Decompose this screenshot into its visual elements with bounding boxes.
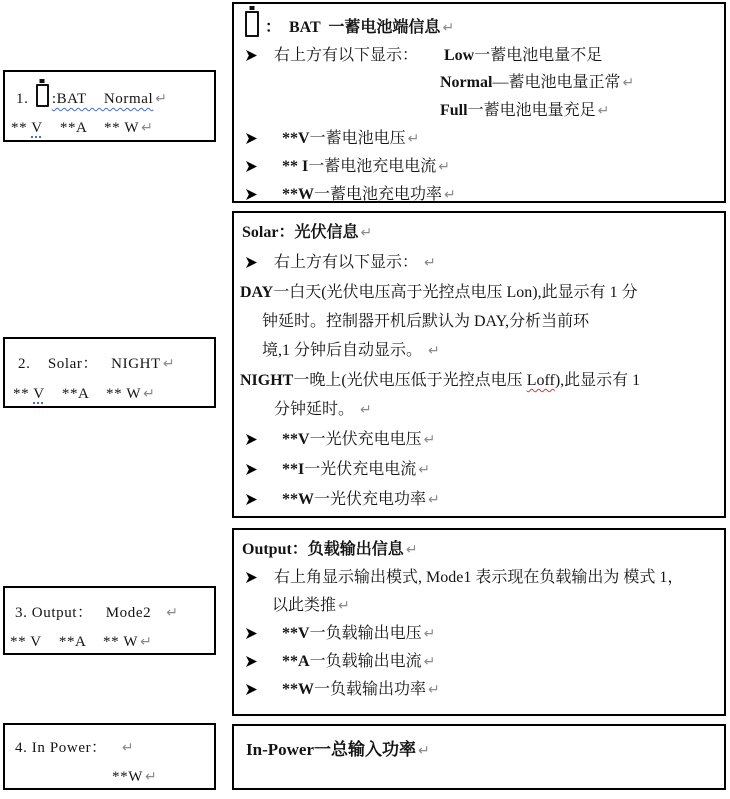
output-info-box: [232, 528, 726, 716]
normal-word: Normal: [440, 74, 493, 91]
inpower-info-line: [246, 735, 724, 760]
screen-values-v: V: [31, 120, 43, 136]
screen-values: **: [13, 386, 34, 402]
lcd-screen-4-inpower: [3, 723, 216, 790]
arrow-bullet-icon: [246, 50, 257, 61]
night-desc-cont: 分钟延时。: [274, 401, 359, 418]
solar-day-cont1: [234, 307, 724, 336]
output-status-text: 3. Output： Mode2: [15, 605, 165, 621]
w-word: **W: [282, 186, 314, 203]
solar-bullet-power: [234, 485, 724, 515]
output-screen-line2: [10, 628, 214, 657]
low-desc: 一蓄电池电量不足: [474, 47, 603, 64]
i-desc: 一蓄电池充电电流: [308, 158, 437, 175]
paragraph-mark: ↵: [360, 225, 373, 241]
night-desc-post: ),此显示有 1: [554, 372, 641, 389]
solar-status-text: 2. Solar： NIGHT: [18, 356, 161, 372]
arrow-bullet-icon: [246, 494, 257, 505]
normal-desc: —蓄电池电量正常: [492, 74, 621, 91]
paragraph-mark: ↵: [338, 598, 350, 614]
a-desc: 一负载输出电流: [309, 653, 422, 670]
inpower-screen-line2: [112, 763, 214, 792]
solar-day-line: [234, 278, 724, 307]
paragraph-mark: ↵: [428, 492, 440, 508]
mode-desc: 右上角显示输出模式, Mode1 表示现在负载输出为 模式 1，: [274, 569, 684, 586]
v-word: **V: [282, 625, 310, 642]
paragraph-mark: ↵: [597, 103, 610, 119]
paragraph-mark: ↵: [407, 131, 420, 147]
paragraph-mark: ↵: [155, 91, 168, 107]
solar-bullet-current: [234, 455, 724, 485]
output-title-text: Output：负载输出信息: [242, 541, 404, 558]
v-desc: 一光伏充电电压: [309, 431, 422, 448]
i-desc: 一光伏充电电流: [304, 461, 417, 478]
paragraph-mark: ↵: [423, 626, 436, 642]
arrow-bullet-icon: [246, 656, 257, 667]
bat-screen-line2: [11, 114, 214, 143]
screen-values: **W: [112, 769, 143, 785]
inpower-screen-line1: [15, 734, 214, 763]
solar-screen-line1: [18, 349, 214, 379]
v-word: **V: [282, 431, 310, 448]
paragraph-mark: ↵: [141, 120, 154, 136]
lcd-screen-1-bat: [3, 70, 216, 142]
day-desc: 一白天(光伏电压高于光控点电压 Lon),此显示有 1 分: [273, 284, 638, 301]
paragraph-mark: ↵: [423, 654, 436, 670]
output-info-title: [234, 536, 724, 564]
bat-full-line: [234, 97, 724, 125]
solar-info-title: [234, 218, 724, 248]
paragraph-mark: ↵: [121, 740, 135, 756]
arrow-bullet-icon: [246, 257, 257, 268]
mode-desc-cont: 以此类推: [272, 597, 337, 614]
screen-values: **: [11, 120, 32, 136]
solar-info-box: [232, 211, 726, 518]
loff-word: Loff: [526, 372, 555, 389]
arrow-bullet-icon: [246, 464, 257, 475]
bat-bullet-power: [234, 181, 724, 209]
paragraph-mark: ↵: [143, 386, 156, 402]
paragraph-mark: ↵: [428, 343, 440, 359]
inpower-label: 4. In Power：: [15, 740, 120, 756]
solar-bullet-text: 右上方有以下显示：: [274, 254, 423, 271]
output-bullet-current: [234, 648, 724, 676]
night-desc: 一晚上(光伏电压低于光控点电压: [293, 372, 527, 389]
screen-values-v: V: [33, 386, 45, 402]
paragraph-mark: ↵: [417, 743, 430, 759]
full-desc: 一蓄电池电量充足: [467, 102, 596, 119]
bat-bullet-display: [234, 42, 724, 69]
output-screen-line1: [15, 599, 214, 628]
screen-values-rest: **A ** W: [42, 120, 140, 136]
i-word: ** I: [282, 158, 309, 175]
solar-bullet-voltage: [234, 425, 724, 455]
full-word: Full: [440, 102, 468, 119]
paragraph-mark: ↵: [405, 542, 418, 558]
w-desc: 一负载输出功率: [314, 681, 427, 698]
output-bullet-voltage: [234, 620, 724, 648]
v-word: **V: [282, 130, 310, 147]
paragraph-mark: ↵: [423, 432, 436, 448]
low-word: Low: [444, 47, 475, 64]
w-word: **W: [282, 491, 314, 508]
paragraph-mark: ↵: [360, 402, 372, 418]
arrow-bullet-icon: [246, 434, 257, 445]
arrow-bullet-icon: [246, 572, 257, 583]
screen-values: ** V **A ** W: [10, 634, 139, 650]
w-word: **W: [282, 681, 314, 698]
day-word: DAY: [240, 284, 274, 301]
arrow-bullet-icon: [246, 189, 257, 200]
solar-title-text: Solar：光伏信息: [242, 224, 359, 241]
arrow-bullet-icon: [246, 684, 257, 695]
paragraph-mark: ↵: [442, 20, 455, 36]
paragraph-mark: ↵: [424, 255, 436, 271]
v-desc: 一蓄电池电压: [309, 130, 406, 147]
night-word: NIGHT: [240, 372, 294, 389]
v-desc: 一负载输出电压: [309, 625, 422, 642]
bat-status-text: :BAT Normal: [51, 91, 154, 107]
inpower-text: In-Power一总输入功率: [246, 740, 416, 759]
arrow-bullet-icon: [246, 628, 257, 639]
bat-normal-line: [234, 69, 724, 97]
paragraph-mark: ↵: [418, 462, 430, 478]
bat-bullet-voltage: [234, 125, 724, 153]
output-bullet-power: [234, 676, 724, 704]
output-bullet-mode-cont: [234, 592, 724, 620]
bat-title-text: ： BAT 一蓄电池端信息: [265, 19, 441, 36]
paragraph-mark: ↵: [144, 769, 158, 785]
bat-info-box: [232, 2, 726, 203]
lcd-screen-2-solar: [3, 337, 216, 408]
screen-values-rest: **A ** W: [44, 386, 142, 402]
day-desc-cont: 钟延时。控制器开机后默认为 DAY,分析当前环: [262, 313, 590, 330]
a-word: **A: [282, 653, 310, 670]
paragraph-mark: ↵: [140, 634, 153, 650]
inpower-info-box: [232, 724, 726, 790]
w-desc: 一蓄电池充电功率: [314, 186, 443, 203]
bat-bullet-text: 右上方有以下显示：: [274, 47, 419, 64]
paragraph-mark: ↵: [162, 356, 176, 372]
paragraph-mark: ↵: [166, 605, 179, 621]
battery-icon: [36, 84, 49, 107]
paragraph-mark: ↵: [444, 187, 456, 203]
arrow-bullet-icon: [246, 133, 257, 144]
solar-day-cont2: [234, 336, 724, 366]
paragraph-mark: ↵: [428, 682, 440, 698]
i-word: **I: [282, 461, 305, 478]
lcd-screen-3-output: [3, 586, 216, 655]
w-desc: 一光伏充电功率: [314, 491, 427, 508]
solar-night-line: [234, 366, 724, 395]
bat-screen-line1: [16, 84, 214, 114]
solar-night-cont: [234, 395, 724, 425]
bat-bullet-current: [234, 153, 724, 181]
screen-number: 1.: [16, 91, 33, 107]
solar-bullet-display: [234, 248, 724, 278]
bat-low-line: [444, 42, 602, 69]
day-desc-cont: 境,1 分钟后自动显示。: [262, 342, 427, 359]
paragraph-mark: ↵: [622, 75, 635, 91]
battery-icon: [245, 11, 259, 37]
arrow-bullet-icon: [246, 161, 257, 172]
bat-info-title: [234, 11, 724, 42]
paragraph-mark: ↵: [438, 159, 450, 175]
solar-screen-line2: [13, 379, 214, 409]
output-bullet-mode: [234, 564, 724, 592]
